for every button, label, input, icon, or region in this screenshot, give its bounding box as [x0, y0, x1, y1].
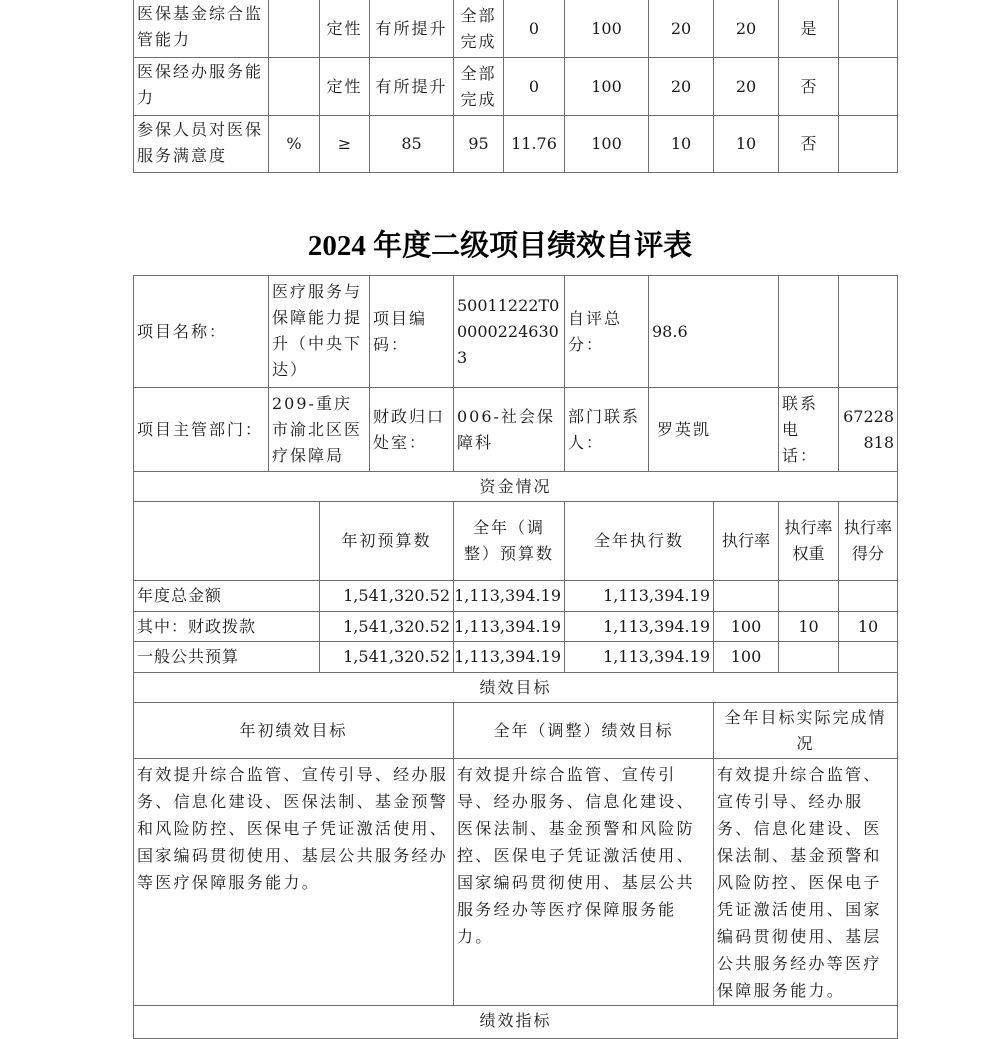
funds-header-initial: 年初预算数 — [319, 501, 454, 581]
finance-office-value: 006-社会保障科 — [453, 387, 565, 472]
funds-header-adjusted: 全年（调整）预算数 — [453, 501, 565, 581]
indicator-deviation: 0 — [503, 0, 565, 58]
funds-row-initial: 1,541,320.52 — [319, 580, 454, 612]
indicator-deviation: 11.76 — [503, 115, 565, 173]
funds-header-score: 执行率得分 — [838, 501, 898, 581]
indicator-op: ≥ — [319, 115, 370, 173]
funds-row-executed: 1,113,394.19 — [564, 611, 714, 642]
funds-row-weight — [778, 580, 839, 612]
contact-value: 罗英凯 — [648, 387, 779, 472]
indicator-op: 定性 — [319, 57, 370, 116]
goals-adjusted-text: 有效提升综合监管、宣传引导、经办服务、信息化建设、医保法制、基金预警和风险防控、医保电子凭证激活使用、国家编码贯彻使用、基层公共服务经办等医疗保障服务能力。 — [453, 758, 714, 1006]
funds-row-rate — [713, 580, 779, 612]
project-name-value: 医疗服务与保障能力提升（中央下达） — [268, 275, 370, 388]
indicator-target: 有所提升 — [369, 57, 454, 116]
funds-section-title: 资金情况 — [133, 471, 898, 502]
funds-row-rate: 100 — [713, 611, 779, 642]
funds-row-weight — [778, 641, 839, 673]
indicator-unit — [268, 57, 320, 116]
funds-header-blank — [133, 501, 320, 581]
self-score-label: 自评总分： — [564, 275, 649, 388]
goals-actual-text: 有效提升综合监管、宣传引导、经办服务、信息化建设、医保法制、基金预警和风险防控、医保电子凭证激活使用、国家编码贯彻使用、基层公共服务经办等医疗保障服务能力。 — [713, 758, 898, 1006]
indicators-section-title: 绩效指标 — [133, 1005, 898, 1039]
funds-row-label: 一般公共预算 — [133, 641, 320, 673]
indicator-score: 20 — [713, 0, 779, 58]
indicator-note — [838, 57, 898, 116]
funds-row-rate: 100 — [713, 641, 779, 673]
goals-header-actual: 全年目标实际完成情况 — [713, 702, 898, 759]
goals-initial-text: 有效提升综合监管、宣传引导、经办服务、信息化建设、医保法制、基金预警和风险防控、医保电子凭证激活使用、国家编码贯彻使用、基层公共服务经办等医疗保障服务能力。 — [133, 758, 454, 1006]
indicator-deviation: 0 — [503, 57, 565, 116]
funds-row-score: 10 — [838, 611, 898, 642]
indicator-name-text: 参保人员对医保服务满意度 — [137, 120, 264, 165]
page-title: 2024 年度二级项目绩效自评表 — [307, 230, 693, 262]
indicator-target: 有所提升 — [369, 0, 454, 58]
empty-cell — [778, 275, 839, 388]
project-name-label: 项目名称： — [133, 275, 269, 388]
project-code-label: 项目编码： — [369, 275, 454, 388]
indicator-score: 10 — [713, 115, 779, 173]
indicator-name — [133, 0, 269, 58]
indicator-unit — [268, 0, 320, 58]
funds-row-adjusted: 1,113,394.19 — [453, 641, 565, 673]
goals-header-initial: 年初绩效目标 — [133, 702, 454, 759]
indicator-flag: 否 — [778, 57, 839, 116]
indicator-flag: 否 — [778, 115, 839, 173]
funds-row-adjusted: 1,113,394.19 — [453, 580, 565, 612]
funds-row-score — [838, 580, 898, 612]
contact-label: 部门联系人： — [564, 387, 649, 472]
indicator-flag: 是 — [778, 0, 839, 58]
funds-row-label: 年度总金额 — [133, 580, 320, 612]
indicator-note — [838, 0, 898, 58]
indicator-actual: 95 — [453, 115, 504, 173]
indicator-name-text: 医保经办服务能力 — [137, 62, 264, 107]
indicator-completion: 100 — [564, 57, 649, 116]
funds-row-executed: 1,113,394.19 — [564, 641, 714, 673]
indicator-name — [133, 115, 269, 173]
funds-header-executed: 全年执行数 — [564, 501, 714, 581]
indicator-op: 定性 — [319, 0, 370, 58]
dept-label: 项目主管部门： — [133, 387, 269, 472]
goals-section-title: 绩效目标 — [133, 672, 898, 703]
project-code-value: 50011222T000002246303 — [453, 275, 565, 388]
indicator-target: 85 — [369, 115, 454, 173]
indicator-completion: 100 — [564, 0, 649, 58]
finance-office-label: 财政归口处室： — [369, 387, 454, 472]
funds-row-executed: 1,113,394.19 — [564, 580, 714, 612]
funds-header-weight: 执行率权重 — [778, 501, 839, 581]
funds-header-rate: 执行率 — [713, 501, 779, 581]
indicator-actual: 全部完成 — [453, 57, 504, 116]
indicator-actual: 全部完成 — [453, 0, 504, 58]
indicator-score: 20 — [713, 57, 779, 116]
dept-value: 209-重庆市渝北区医疗保障局 — [268, 387, 370, 472]
indicator-name — [133, 57, 269, 116]
indicator-unit: % — [268, 115, 320, 173]
funds-row-initial: 1,541,320.52 — [319, 641, 454, 673]
phone-label: 联系电话： — [778, 387, 839, 472]
self-score-value: 98.6 — [648, 275, 779, 388]
indicator-weight: 20 — [648, 0, 714, 58]
phone-value: 67228818 — [838, 387, 898, 472]
indicator-completion: 100 — [564, 115, 649, 173]
indicator-weight: 10 — [648, 115, 714, 173]
indicator-name-text: 医保基金综合监管能力 — [137, 4, 264, 49]
funds-row-score — [838, 641, 898, 673]
funds-row-initial: 1,541,320.52 — [319, 611, 454, 642]
funds-row-label: 其中：财政拨款 — [133, 611, 320, 642]
indicator-note — [838, 115, 898, 173]
empty-cell — [838, 275, 898, 388]
funds-row-weight: 10 — [778, 611, 839, 642]
indicator-weight: 20 — [648, 57, 714, 116]
goals-header-adjusted: 全年（调整）绩效目标 — [453, 702, 714, 759]
funds-row-adjusted: 1,113,394.19 — [453, 611, 565, 642]
